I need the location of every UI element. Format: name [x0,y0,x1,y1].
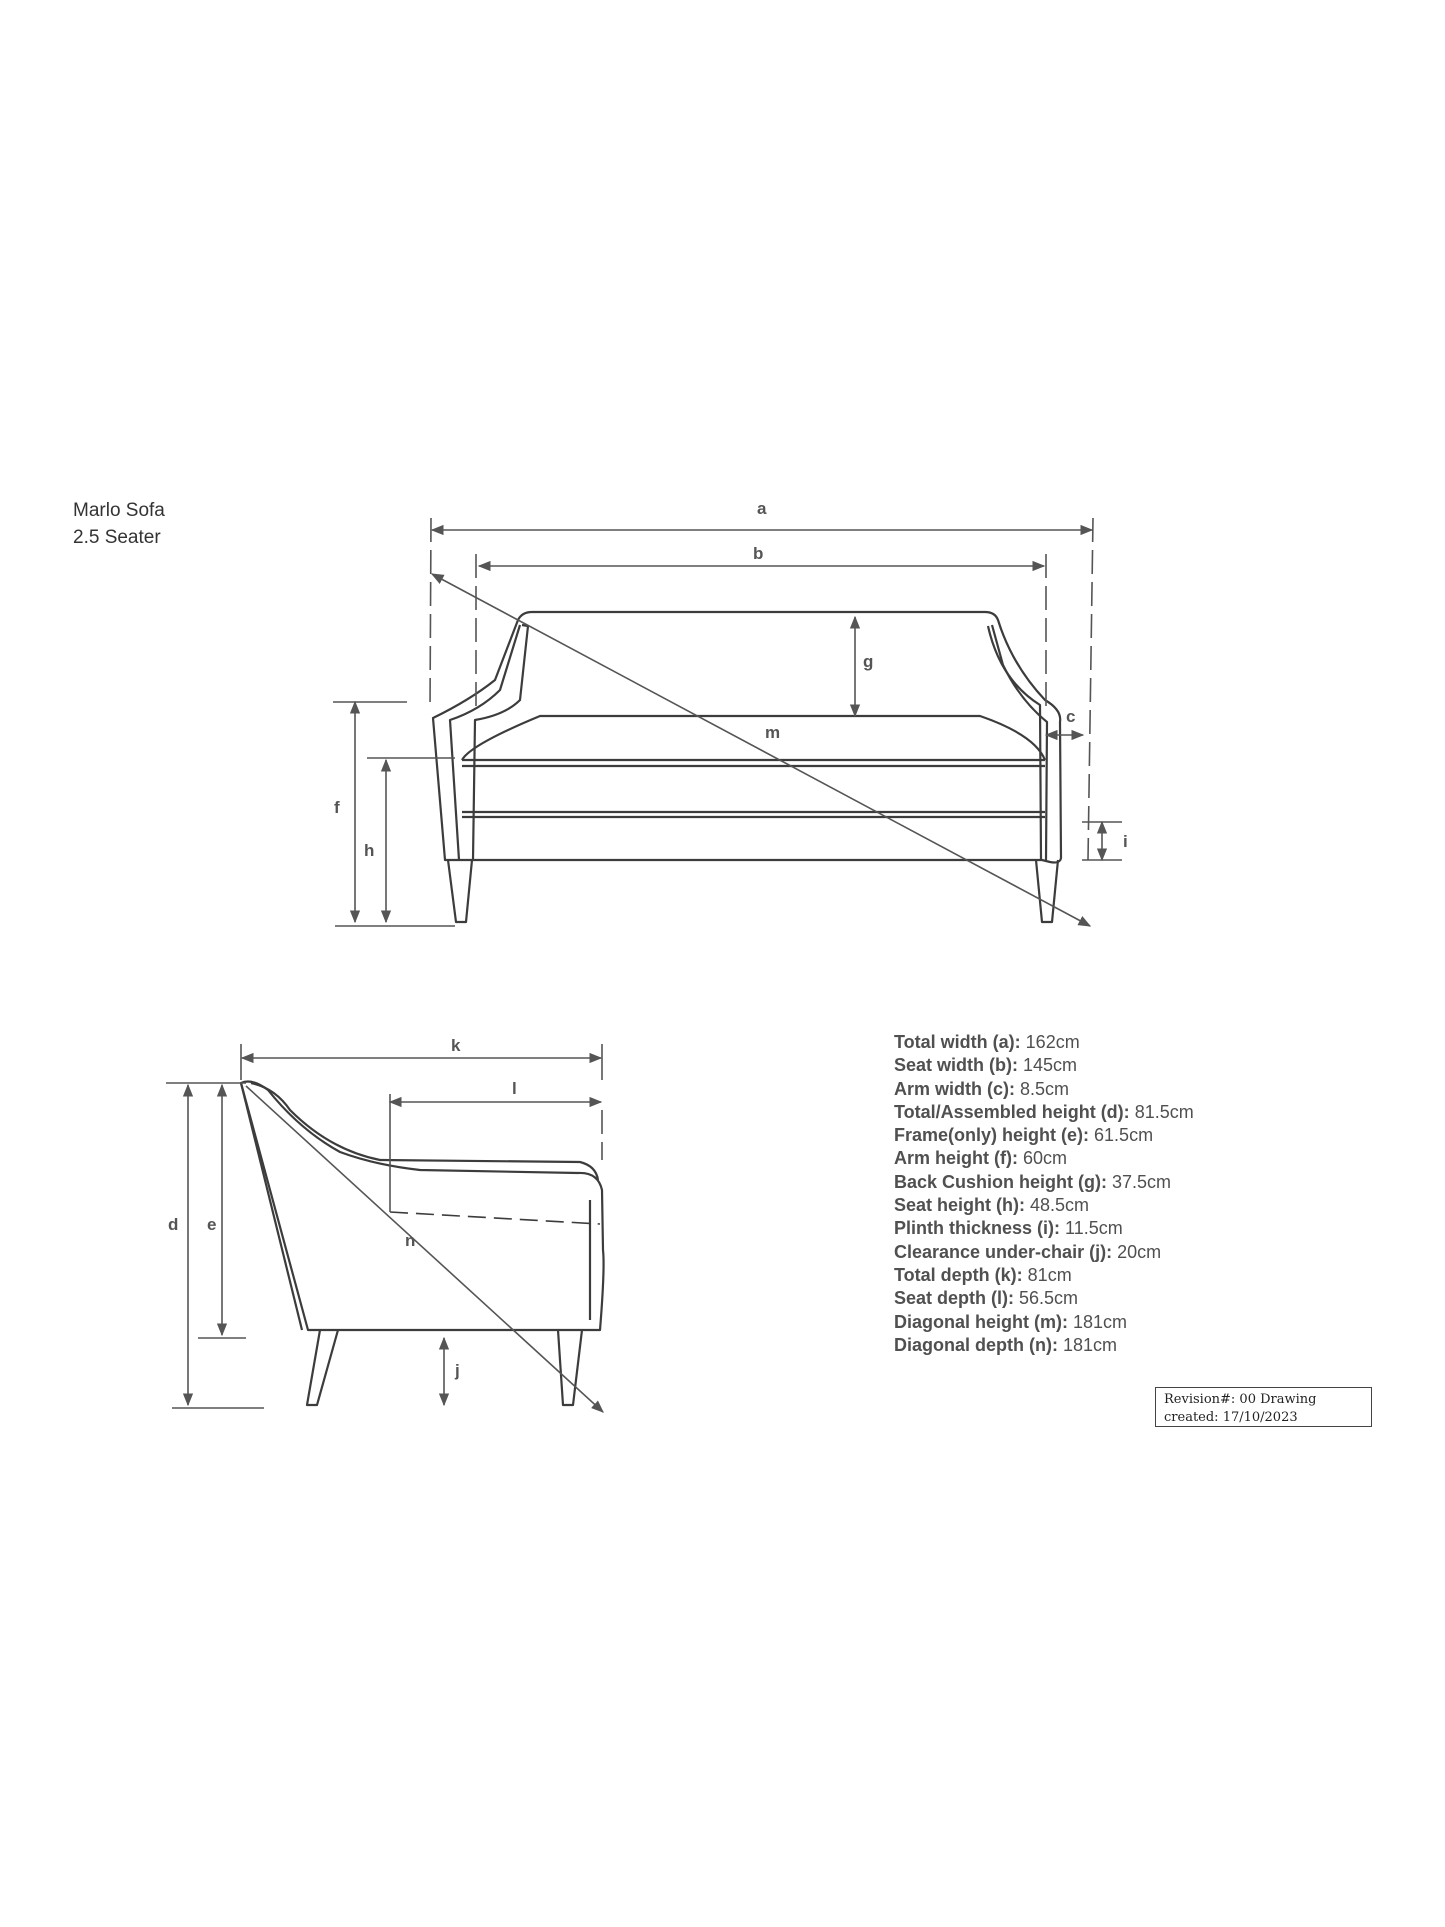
front-left-leg [448,860,472,922]
dim-label-c: c [1066,707,1076,726]
front-seat-top [462,716,1045,760]
front-outer-outline [433,612,1061,863]
dim-label-m: m [765,723,781,742]
spec-row: Arm width (c): 8.5cm [894,1078,1070,1099]
spec-row: Diagonal height (m): 181cm [894,1311,1128,1332]
dim-label-d: d [168,1215,179,1234]
dim-label-a: a [757,499,767,518]
dim-label-i: i [1123,832,1128,851]
front-view-sofa [433,612,1061,922]
dim-label-b: b [753,544,764,563]
spec-row: Seat width (b): 145cm [894,1055,1078,1076]
spec-row: Frame(only) height (e): 61.5cm [894,1125,1154,1146]
front-right-leg [1036,860,1058,922]
spec-row: Clearance under-chair (j): 20cm [894,1241,1162,1262]
dim-label-j: j [455,1361,460,1380]
spec-row: Seat height (h): 48.5cm [894,1195,1090,1216]
front-back-cushion [473,625,528,860]
dim-label-g: g [863,652,874,671]
spec-row: Total/Assembled height (d): 81.5cm [894,1101,1194,1122]
product-name: Marlo Sofa [73,500,165,521]
side-back-line [241,1083,302,1330]
dim-label-h: h [364,841,375,860]
dim-label-e: e [207,1215,217,1234]
spec-row: Seat depth (l): 56.5cm [894,1288,1079,1309]
spec-row: Back Cushion height (g): 37.5cm [894,1171,1172,1192]
specification-list [894,1031,1194,1357]
dim-label-f: f [334,798,340,817]
spec-row: Diagonal depth (n): 181cm [894,1334,1118,1355]
revision-box [1155,1387,1372,1427]
dim-label-l: l [512,1079,517,1098]
dim-label-n: n [405,1231,416,1250]
product-variant: 2.5 Seater [73,527,161,548]
dim-label-k: k [451,1036,461,1055]
side-outer-outline [241,1082,604,1330]
revision-number: Revision#: 00 Drawing [1164,1392,1317,1407]
side-seat-depth-line [390,1212,600,1224]
side-front-leg [307,1330,338,1405]
side-back-leg [558,1330,582,1405]
spec-row: Total width (a): 162cm [894,1032,1080,1052]
spec-row: Arm height (f): 60cm [894,1148,1068,1169]
spec-row: Plinth thickness (i): 11.5cm [894,1218,1123,1239]
revision-date: created: 17/10/2023 [1164,1410,1298,1425]
spec-row: Total depth (k): 81cm [894,1264,1072,1285]
side-inner-curve [251,1083,598,1180]
